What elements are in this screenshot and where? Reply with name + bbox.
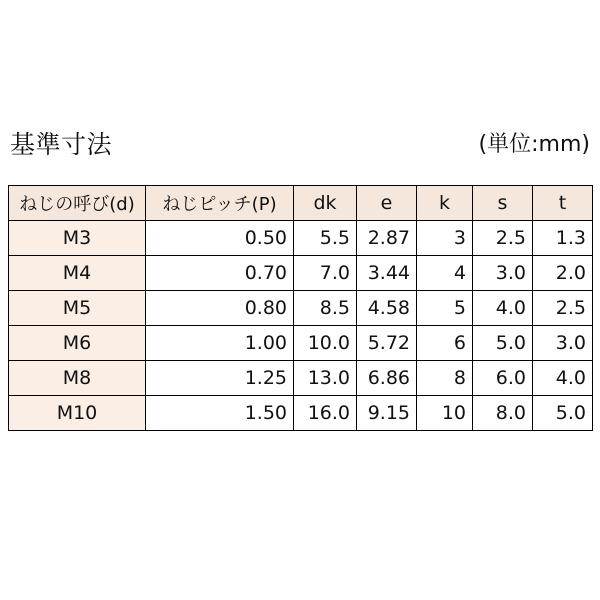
column-header-t: t (533, 186, 593, 221)
cell-dk: 7.0 (294, 256, 357, 291)
cell-t: 1.3 (533, 221, 593, 256)
cell-s: 5.0 (473, 326, 533, 361)
cell-thread-designation: M10 (9, 396, 146, 431)
cell-s: 6.0 (473, 361, 533, 396)
cell-e: 9.15 (357, 396, 417, 431)
cell-thread-designation: M4 (9, 256, 146, 291)
cell-thread-pitch: 1.50 (146, 396, 294, 431)
cell-dk: 8.5 (294, 291, 357, 326)
cell-s: 3.0 (473, 256, 533, 291)
cell-t: 2.5 (533, 291, 593, 326)
cell-s: 2.5 (473, 221, 533, 256)
cell-t: 2.0 (533, 256, 593, 291)
table-row (9, 291, 593, 326)
cell-k: 5 (417, 291, 473, 326)
page-title: 基準寸法 (10, 130, 113, 159)
table-header-row (9, 186, 593, 221)
column-header-k: k (417, 186, 473, 221)
cell-k: 8 (417, 361, 473, 396)
column-header-dk: dk (294, 186, 357, 221)
cell-t: 3.0 (533, 326, 593, 361)
cell-dk: 5.5 (294, 221, 357, 256)
column-header-e: e (357, 186, 417, 221)
cell-e: 5.72 (357, 326, 417, 361)
table-row (9, 221, 593, 256)
header-row (10, 132, 590, 157)
unit-note: (単位:mm) (478, 132, 590, 157)
cell-k: 6 (417, 326, 473, 361)
cell-k: 3 (417, 221, 473, 256)
table-row (9, 396, 593, 431)
cell-k: 4 (417, 256, 473, 291)
cell-thread-designation: M8 (9, 361, 146, 396)
table-row (9, 256, 593, 291)
cell-thread-designation: M6 (9, 326, 146, 361)
cell-t: 5.0 (533, 396, 593, 431)
cell-thread-pitch: 1.25 (146, 361, 294, 396)
cell-dk: 16.0 (294, 396, 357, 431)
cell-s: 8.0 (473, 396, 533, 431)
cell-thread-designation: M5 (9, 291, 146, 326)
cell-e: 2.87 (357, 221, 417, 256)
dimensions-table (8, 185, 593, 431)
cell-s: 4.0 (473, 291, 533, 326)
cell-thread-pitch: 0.50 (146, 221, 294, 256)
column-header-s: s (473, 186, 533, 221)
cell-dk: 10.0 (294, 326, 357, 361)
cell-t: 4.0 (533, 361, 593, 396)
table-row (9, 326, 593, 361)
cell-thread-designation: M3 (9, 221, 146, 256)
column-header-thread-pitch: ねじピッチ(P) (146, 186, 294, 221)
table-row (9, 361, 593, 396)
cell-e: 4.58 (357, 291, 417, 326)
cell-thread-pitch: 0.80 (146, 291, 294, 326)
cell-k: 10 (417, 396, 473, 431)
cell-dk: 13.0 (294, 361, 357, 396)
cell-thread-pitch: 0.70 (146, 256, 294, 291)
cell-e: 3.44 (357, 256, 417, 291)
column-header-thread-designation: ねじの呼び(d) (9, 186, 146, 221)
cell-e: 6.86 (357, 361, 417, 396)
cell-thread-pitch: 1.00 (146, 326, 294, 361)
